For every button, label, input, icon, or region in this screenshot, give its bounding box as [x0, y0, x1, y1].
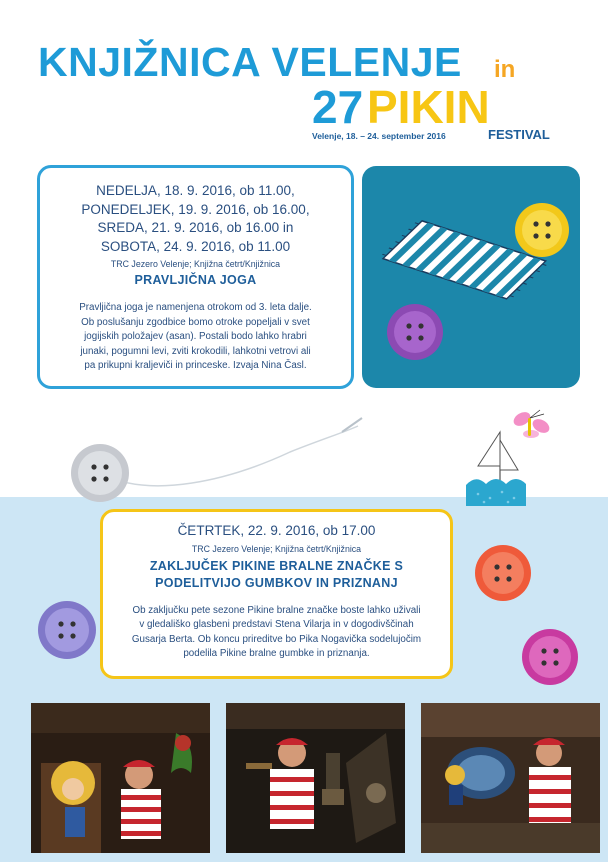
button-yellow-icon: [515, 203, 569, 257]
photo-puppet-show-2: [226, 703, 405, 853]
thread-icon: [100, 426, 358, 486]
event-date-line: SOBOTA, 24. 9. 2016, ob 11.00: [100, 238, 291, 254]
event-yoga-title: PRAVLJIČNA JOGA: [134, 273, 257, 287]
title-line: ZAKLJUČEK PIKINE BRALNE ZNAČKE S: [149, 558, 404, 573]
event-date-line: SREDA, 21. 9. 2016, ob 16.00 in: [97, 220, 294, 235]
button-purple-icon: [387, 304, 443, 360]
description-line: Ob poslušanju zgodbice bomo otroke popeljali v svet: [81, 316, 310, 328]
festival-dates: Velenje, 18. – 24. september 2016: [312, 131, 446, 141]
description-line: pa prikupni kraljeviči in princeske. Izvaja Nina Časl.: [84, 360, 307, 372]
event-closing-card: [100, 509, 453, 679]
button-orange-icon: [475, 545, 531, 601]
description-line: Gusarja Berta. Ob koncu prireditve bo Pika Nogavička sodelujočim: [131, 633, 422, 645]
photo-puppet-show-1: [31, 703, 210, 853]
event-closing-title: [103, 558, 450, 592]
button-lavender-icon: [38, 601, 96, 659]
title-line: PODELITVIJO GUMBKOV IN PRIZNANJ: [155, 575, 398, 590]
description-line: jogijskih položajev (asan). Postali bodo lahko hrabri: [84, 331, 307, 343]
title-connector: in: [494, 56, 516, 83]
photo-puppet-show-3: [421, 703, 600, 853]
puppet-photo-image: [421, 703, 600, 853]
needle-icon: [342, 418, 362, 432]
description-line: v gledališko glasbeni predstavi Stena Vilarja in v dogodivščinah: [139, 619, 414, 631]
butterfly-icon: [511, 409, 552, 438]
event-closing-description: [117, 604, 436, 662]
sailboat-icon: [466, 432, 526, 506]
festival-number: 27: [312, 81, 364, 133]
festival-name: PIKIN: [367, 81, 490, 133]
festival-word: FESTIVAL: [488, 127, 550, 142]
event-date-line: NEDELJA, 18. 9. 2016, ob 11.00,: [96, 183, 295, 198]
button-grey-icon: [71, 444, 129, 502]
description-line: Pravljična joga je namenjena otrokom od 3. leta dalje.: [79, 302, 312, 313]
button-magenta-icon: [522, 629, 578, 685]
puppet-photo-image: [31, 703, 210, 853]
description-line: junaki, pogumni levi, zviti krokodili, lahkotni vetrovi ali: [80, 345, 311, 357]
event-closing-date: ČETRTEK, 22. 9. 2016, ob 17.00: [177, 523, 376, 538]
description-line: Ob zaključku pete sezone Pikine bralne značke boste lahko uživali: [132, 604, 421, 616]
event-date-line: PONEDELJEK, 19. 9. 2016, ob 16.00,: [81, 201, 310, 217]
puppet-photo-image: [226, 703, 405, 853]
event-yoga-venue: TRC Jezero Velenje; Knjižna četrt/Knjižnica: [110, 259, 281, 269]
description-line: podelila Pikine bralne gumbke in priznanja.: [183, 648, 370, 660]
library-title: KNJIŽNICA VELENJE: [38, 39, 462, 85]
event-closing-venue: TRC Jezero Velenje; Knjižna četrt/Knjižnica: [191, 543, 362, 554]
